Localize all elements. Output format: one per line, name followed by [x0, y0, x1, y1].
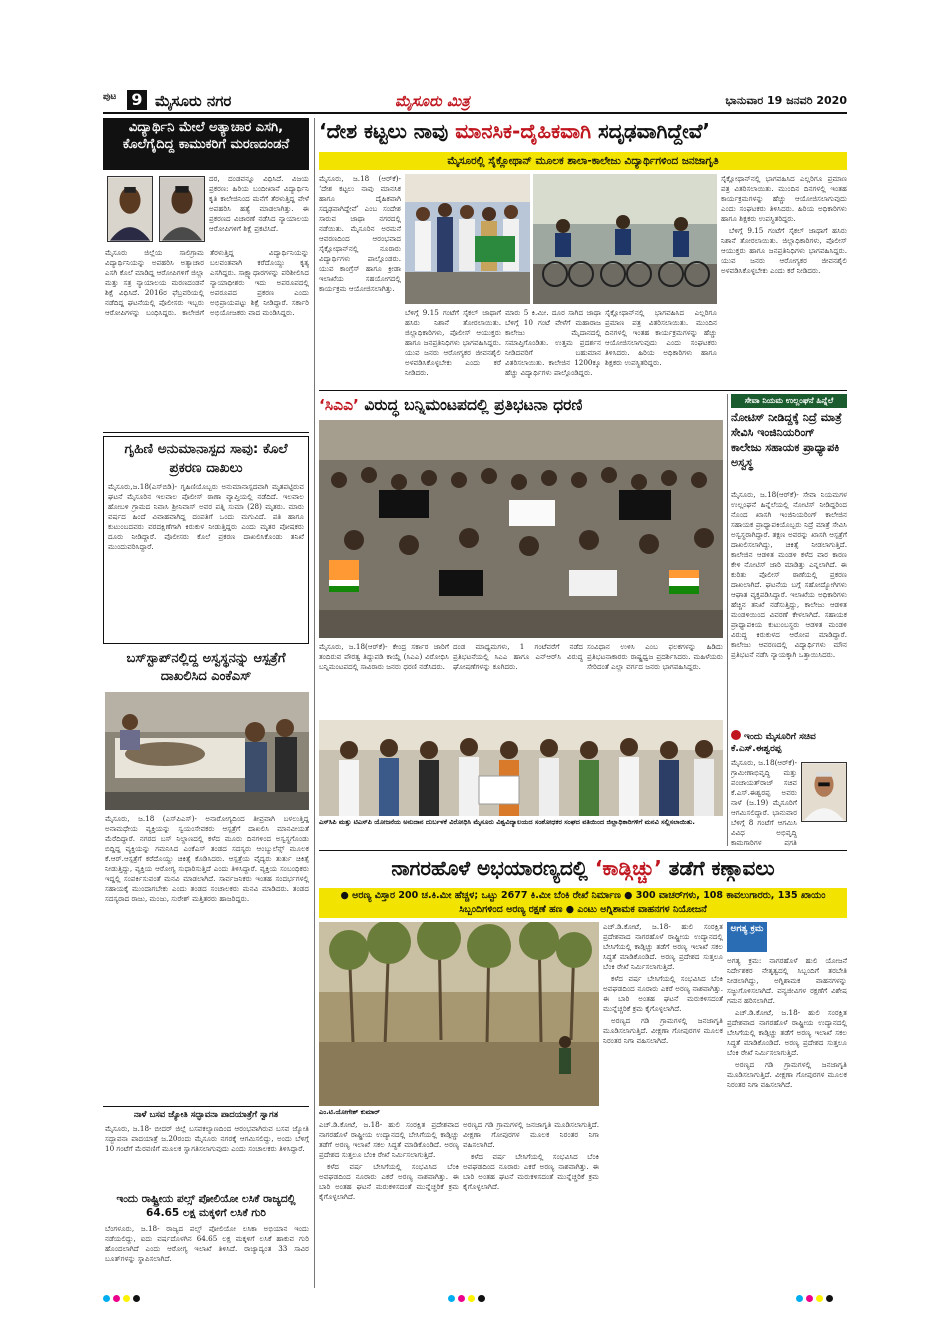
story-body: ಅಗತ್ಯ ಕ್ರಮ: ನಾಗರಹೊಳೆ ಹುಲಿ ಯೋಜನೆ ನಿರ್ದೇಶಕರ ನೇತೃತ್ವದಲ್ಲಿ ಸಿಬ್ಬಂದಿಗೆ ತರಬೇತಿ ನೀಡಲಾಗಿದ್ದು, ಅಗ್ನಿಶಾಮಕ ವಾಹನಗಳನ್ನು ಸಜ್ಜುಗೊಳಿಸಲಾಗಿದೆ. ವನ್ಯಜೀವಿಗಳ ರಕ್ಷಣೆಗೆ ವಿಶೇಷ ಗಮನ ಹರಿಸಲಾಗಿದೆ. ಎಚ್.ಡಿ.ಕೋಟೆ, ಜ.18- ಹುಲಿ ಸಂರಕ್ಷಿತ ಪ್ರದೇಶವಾದ ನಾಗರಹೊಳೆ ರಾಷ್ಟ್ರೀಯ ಉದ್ಯಾನದಲ್ಲಿ ಬೇಸಿಗೆಯಲ್ಲಿ ಕಾಡ್ಗಿಚ್ಚು ತಡೆಗೆ ಅರಣ್ಯ ಇಲಾಖೆ ಸಕಲ ಸಿದ್ಧತೆ ಮಾಡಿಕೊಂಡಿದೆ. ಅರಣ್ಯ ಪ್ರದೇಶದ ಸುತ್ತಲೂ ಬೆಂಕಿ ರೇಖೆ ನಿರ್ಮಿಸಲಾಗುತ್ತಿದೆ. ಅರಣ್ಯದ ಗಡಿ ಗ್ರಾಮಗಳಲ್ಲಿ ಜನಜಾಗೃತಿ ಮೂಡಿಸಲಾಗುತ್ತಿದೆ. ವೀಕ್ಷಣಾ ಗೋಪುರಗಳ ಮೂಲಕ ನಿರಂತರ ನಿಗಾ ವಹಿಸಲಾಗಿದೆ. [727, 956, 847, 1089]
forest-photo [319, 922, 599, 1106]
story-body: ಮೈಸೂರು ಜಿಲ್ಲೆಯ ಸಾಲಿಗ್ರಾಮ ವಿದ್ಯಾರ್ಥಿನಿಯನ್ನು ಅಪಹರಿಸಿ ಅತ್ಯಾಚಾರ ಎಸಗಿ ಕೊಲೆ ಮಾಡಿದ್ದ ಆರೋಪಿಗಳಿಗೆ ಜಿಲ್ಲಾ ಮತ್ತು ಸತ್ರ ನ್ಯಾಯಾಲಯ ಮರಣದಂಡನೆ ಶಿಕ್ಷೆ ವಿಧಿಸಿದೆ. 2016ರ ಫೆಬ್ರವರಿಯಲ್ಲಿ ನಡೆದಿದ್ದ ಘಟನೆಯಲ್ಲಿ ಪೊಲೀಸರು ಇಬ್ಬರು ಆರೋಪಿಗಳನ್ನು ಬಂಧಿಸಿದ್ದರು. ಕಾಲೇಜಿಗೆ ತೆರಳುತ್ತಿದ್ದ ವಿದ್ಯಾರ್ಥಿನಿಯನ್ನು ಬಲವಂತವಾಗಿ ಕರೆದೊಯ್ದು ಕೃತ್ಯ ಎಸಗಿದ್ದರು. ಸಾಕ್ಷ್ಯಾಧಾರಗಳನ್ನು ಪರಿಶೀಲಿಸಿದ ನ್ಯಾಯಾಧೀಶರು ಇದು ಅಪರೂಪದಲ್ಲಿ ಅಪರೂಪದ ಪ್ರಕರಣ ಎಂದು ಅಭಿಪ್ರಾಯಪಟ್ಟು ಶಿಕ್ಷೆ ನೀಡಿದ್ದಾರೆ. ಸರ್ಕಾರಿ ಅಭಿಯೋಜಕರು ವಾದ ಮಂಡಿಸಿದ್ದರು. [105, 248, 309, 317]
accused-photo-1 [107, 176, 153, 242]
flag-off-photo [405, 174, 530, 304]
accused-photo-2 [159, 176, 205, 242]
caa-protest-photo [319, 420, 723, 638]
group-photo-image [319, 720, 723, 816]
story-body: ದಂಡ ಮಾಧ್ಯಮಗಳು, 1 ಗಂಟೆವರೆಗೆ ನಡೆದ ಪ್ರತಿಭಟನೆಯಲ್ಲಿ ಸಿಎಎ ಹಾಗೂ ಎನ್‌ಆರ್‌ಸಿ ವಿರುದ್ಧ ಘೋಷಣೆಗಳನ್ನು ಕೂಗಿದರು. [453, 642, 583, 671]
story-body: ಮೈಸೂರು, ಜ.18 (ಎಸ್‌ಪಿಎಸ್)- ಅನಾರೋಗ್ಯದಿಂದ ತೀವ್ರವಾಗಿ ಬಳಲುತ್ತಿದ್ದ ಅನಾಮಧೇಯ ವ್ಯಕ್ತಿಯನ್ನು ಸ್ವಯಂಸೇವಕರು ಆಸ್ಪತ್ರೆಗೆ ದಾಖಲಿಸಿ ಮಾನವೀಯತೆ ಮೆರೆದಿದ್ದಾರೆ. ನಗರದ ಬಸ್ ನಿಲ್ದಾಣದಲ್ಲಿ ಕಳೆದ ಮೂರು ದಿನಗಳಿಂದ ಅಸ್ವಸ್ಥಗೊಂಡು ಬಿದ್ದಿದ್ದ ವ್ಯಕ್ತಿಯನ್ನು ಗಮನಿಸಿದ ಎಂಕೆಎಸ್ ತಂಡದ ಸದಸ್ಯರು ಆಂಬ್ಯುಲೆನ್ಸ್ ಮೂಲಕ ಕೆ.ಆರ್.ಆಸ್ಪತ್ರೆಗೆ ಕರೆದೊಯ್ದು ಚಿಕಿತ್ಸೆ ಕೊಡಿಸಿದರು. ಆಸ್ಪತ್ರೆಯ ವೈದ್ಯರು ತುರ್ತು ಚಿಕಿತ್ಸೆ ನೀಡುತ್ತಿದ್ದು, ವ್ಯಕ್ತಿಯ ಆರೋಗ್ಯ ಸುಧಾರಿಸುತ್ತಿದೆ ಎಂದು ತಿಳಿಸಿದ್ದಾರೆ. ವ್ಯಕ್ತಿಯ ಸಂಬಂಧಿಕರು ಇದ್ದಲ್ಲಿ ಸಂಪರ್ಕಿಸುವಂತೆ ಮನವಿ ಮಾಡಲಾಗಿದೆ. ಸಾರ್ವಜನಿಕರು ಇಂತಹ ಸಂದರ್ಭಗಳಲ್ಲಿ ಸಹಾಯಕ್ಕೆ ಮುಂದಾಗಬೇಕು ಎಂದು ತಂಡದ ಸಂಚಾಲಕರು ಮನವಿ ಮಾಡಿದರು. ತಂಡದ ಸದಸ್ಯರಾದ ರಾಜು, ಮಂಜು, ಸುರೇಶ್ ಮತ್ತಿತರರು ಹಾಜರಿದ್ದರು. [105, 814, 309, 903]
hospital-photo [105, 692, 309, 810]
newspaper-page [103, 90, 847, 1290]
seva-kicker: ಸೇವಾ ನಿಯಮ ಉಲ್ಲಂಘನೆ ಹಿನ್ನೆಲೆ [731, 394, 847, 408]
officials-photo-image [405, 174, 530, 304]
page-label: ಪುಟ [103, 92, 117, 102]
story-body: ಸೈಕ್ಲೋಥಾನ್‌ನಲ್ಲಿ ಭಾಗವಹಿಸಿದ ಎಲ್ಲರಿಗೂ ಪ್ರಮಾಣ ಪತ್ರ ವಿತರಿಸಲಾಯಿತು. ಮುಂದಿನ ದಿನಗಳಲ್ಲಿ ಇಂತಹ ಕಾರ್ಯಕ್ರಮಗಳನ್ನು ಹೆಚ್ಚು ಆಯೋಜಿಸಲಾಗುವುದು ಎಂದು ಸಂಘಟಕರು ತಿಳಿಸಿದರು. ಹಿರಿಯ ಅಧಿಕಾರಿಗಳು ಹಾಗೂ ಶಿಕ್ಷಕರು ಉಪಸ್ಥಿತರಿದ್ದರು. ಬೆಳಿಗ್ಗೆ 9.15 ಗಂಟೆಗೆ ಸೈಕಲ್ ಜಾಥಾಗೆ ಹಸಿರು ನಿಶಾನೆ ತೋರಲಾಯಿತು. ಜಿಲ್ಲಾಧಿಕಾರಿಗಳು, ಪೊಲೀಸ್ ಆಯುಕ್ತರು ಹಾಗೂ ಜನಪ್ರತಿನಿಧಿಗಳು ಭಾಗವಹಿಸಿದ್ದರು. ಯುವ ಜನರು ಆರೋಗ್ಯಕರ ಜೀವನಶೈಲಿ ಅಳವಡಿಸಿಕೊಳ್ಳಬೇಕು ಎಂದು ಕರೆ ನೀಡಿದರು. [721, 174, 847, 275]
memorandum-photo [319, 720, 723, 816]
story-body: ಎಚ್.ಡಿ.ಕೋಟೆ, ಜ.18- ಹುಲಿ ಸಂರಕ್ಷಿತ ಪ್ರದೇಶವಾದ ನಾಗರಹೊಳೆ ರಾಷ್ಟ್ರೀಯ ಉದ್ಯಾನದಲ್ಲಿ ಬೇಸಿಗೆಯಲ್ಲಿ ಕಾಡ್ಗಿಚ್ಚು ತಡೆಗೆ ಅರಣ್ಯ ಇಲಾಖೆ ಸಕಲ ಸಿದ್ಧತೆ ಮಾಡಿಕೊಂಡಿದೆ. ಅರಣ್ಯ ಪ್ರದೇಶದ ಸುತ್ತಲೂ ಬೆಂಕಿ ರೇಖೆ ನಿರ್ಮಿಸಲಾಗುತ್ತಿದೆ. ಕಳೆದ ವರ್ಷ ಬೇಸಿಗೆಯಲ್ಲಿ ಸಂಭವಿಸಿದ ಬೆಂಕಿ ಅವಘಡದಿಂದ ನೂರಾರು ಎಕರೆ ಅರಣ್ಯ ನಾಶವಾಗಿತ್ತು. ಈ ಬಾರಿ ಅಂತಹ ಘಟನೆ ಮರುಕಳಿಸದಂತೆ ಮುನ್ನೆಚ್ಚರಿಕೆ ಕ್ರಮ ಕೈಗೊಳ್ಳಲಾಗಿದೆ. [319, 1120, 459, 1201]
portrait-icon [802, 763, 846, 821]
minister-photo [801, 762, 847, 822]
page-number: 9 [127, 90, 147, 110]
person-icon [160, 177, 204, 241]
main-subhead: ಮೈಸೂರಲ್ಲಿ ಸೈಕ್ಲೋಥಾನ್ ಮೂಲಕ ಶಾಲಾ-ಕಾಲೇಜು ವಿದ್ಯಾರ್ಥಿಗಳಿಂದ ಜನಜಾಗೃತಿ [319, 152, 847, 170]
story-body: ಬೆಂಗಳೂರು, ಜ.18- ರಾಜ್ಯದ ಪಲ್ಸ್ ಪೋಲಿಯೋ ಲಸಿಕಾ ಅಭಿಯಾನ ಇಂದು ನಡೆಯಲಿದ್ದು, ಐದು ವರ್ಷದೊಳಗಿನ 64.65 ಲಕ್ಷ ಮಕ್ಕಳಿಗೆ ಲಸಿಕೆ ಹಾಕುವ ಗುರಿ ಹೊಂದಲಾಗಿದೆ ಎಂದು ಆರೋಗ್ಯ ಇಲಾಖೆ ತಿಳಿಸಿದೆ. ರಾಜ್ಯಾದ್ಯಂತ 33 ಸಾವಿರ ಬೂತ್‌ಗಳನ್ನು ಸ್ಥಾಪಿಸಲಾಗಿದೆ. [105, 1224, 309, 1263]
story-headline: ವಿದ್ಯಾರ್ಥಿನಿ ಮೇಲೆ ಅತ್ಯಾಚಾರ ಎಸಗಿ, ಕೊಲೆಗೈದಿದ್ದ ಕಾಮುಕರಿಗೆ ಮರಣದಂಡನೆ [103, 118, 309, 170]
story-headline: ನಾಳೆ ಬಸವ ಜ್ಯೋತಿ ಸದ್ಭಾವನಾ ಪಾದಯಾತ್ರೆಗೆ ಸ್ವಾಗತ [133, 1110, 279, 1120]
story-body: ಬೆಳಿಗ್ಗೆ 9.15 ಗಂಟೆಗೆ ಸೈಕಲ್ ಜಾಥಾಗೆ ಹಸಿರು ನಿಶಾನೆ ತೋರಲಾಯಿತು. ಜಿಲ್ಲಾಧಿಕಾರಿಗಳು, ಪೊಲೀಸ್ ಆಯುಕ್ತರು ಹಾಗೂ ಜನಪ್ರತಿನಿಧಿಗಳು ಭಾಗವಹಿಸಿದ್ದರು. ಯುವ ಜನರು ಆರೋಗ್ಯಕರ ಜೀವನಶೈಲಿ ಅಳವಡಿಸಿಕೊಳ್ಳಬೇಕು ಎಂದು ಕರೆ ನೀಡಿದರು. [405, 308, 501, 377]
ambulance-scene-image [105, 692, 309, 810]
protest-crowd-image [319, 420, 723, 638]
story-body: ಮೈಸೂರು, ಜ.18 (ಆರ್‌ಕೆ)- ‘ದೇಶ ಕಟ್ಟಲು ನಾವು ಮಾನಸಿಕ ಹಾಗೂ ದೈಹಿಕವಾಗಿ ಸದೃಢವಾಗಿದ್ದೇವೆ’ ಎಂಬ ಸಂದೇಶ ಸಾರುವ ಜಾಥಾ ನಗರದಲ್ಲಿ ನಡೆಯಿತು. ಮೈಸೂರಿನ ಅರಮನೆ ಆವರಣದಿಂದ ಆರಂಭವಾದ ಸೈಕ್ಲೋಥಾನ್‌ನಲ್ಲಿ ನೂರಾರು ವಿದ್ಯಾರ್ಥಿಗಳು ಪಾಲ್ಗೊಂಡರು. ಯುವ ಕಾಂಗ್ರೆಸ್ ಹಾಗೂ ಕ್ರೀಡಾ ಇಲಾಖೆಯ ಸಹಯೋಗದಲ್ಲಿ ಕಾರ್ಯಕ್ರಮ ಆಯೋಜಿಸಲಾಗಿತ್ತು. [319, 174, 401, 293]
story-body: ಸೈಕ್ಲೋಥಾನ್‌ನಲ್ಲಿ ಭಾಗವಹಿಸಿದ ಎಲ್ಲರಿಗೂ ಪ್ರಮಾಣ ಪತ್ರ ವಿತರಿಸಲಾಯಿತು. ಮುಂದಿನ ದಿನಗಳಲ್ಲಿ ಇಂತಹ ಕಾರ್ಯಕ್ರಮಗಳನ್ನು ಹೆಚ್ಚು ಆಯೋಜಿಸಲಾಗುವುದು ಎಂದು ಸಂಘಟಕರು ತಿಳಿಸಿದರು. ಹಿರಿಯ ಅಧಿಕಾರಿಗಳು ಹಾಗೂ ಶಿಕ್ಷಕರು ಉಪಸ್ಥಿತರಿದ್ದರು. [605, 308, 717, 367]
forest-fireline-image [319, 922, 599, 1106]
story-headline: ಇಂದು ರಾಷ್ಟ್ರೀಯ ಪಲ್ಸ್ ಪೋಲಿಯೋ ಲಸಿಕೆ ರಾಜ್ಯದಲ್ಲಿ 64.65 ಲಕ್ಷ ಮಕ್ಕಳಿಗೆ ಲಸಿಕೆ ಗುರಿ [116, 1193, 296, 1219]
registration-marks-right [796, 1295, 833, 1302]
story-headline: ಬಸ್‌ಸ್ಟಾಪ್‌ನಲ್ಲಿದ್ದ ಅಸ್ವಸ್ಥನನ್ನು ಆಸ್ಪತ್ರೆಗೆ ದಾಖಲಿಸಿದ ಎಂಕೆಎಸ್ [126, 651, 286, 684]
photo-credit: ಎಂ.ಟಿ.ಯೋಗೇಶ್ ಕುಮಾರ್ [319, 1108, 380, 1116]
section-name: ಮೈಸೂರು ನಗರ [155, 92, 232, 110]
bullet-icon [731, 730, 741, 740]
caa-headline: ‘ಸಿಎಎ’ ವಿರುದ್ಧ ಬನ್ನಿಮಂಟಪದಲ್ಲಿ ಪ್ರತಿಭಟನಾ ಧರಣಿ [319, 396, 583, 414]
person-icon [108, 177, 152, 241]
registration-marks-center [448, 1295, 485, 1302]
story-body: ಮೈಸೂರು, ಜ.18(ಆರ್‌ಕೆ)- ಕೇಂದ್ರ ಸರ್ಕಾರ ಜಾರಿಗೆ ತಂದಿರುವ ಪೌರತ್ವ ತಿದ್ದುಪಡಿ ಕಾಯ್ದೆ (ಸಿಎಎ) ವಿರೋಧಿಸಿ ಬನ್ನಿಮಂಟಪದಲ್ಲಿ ಸಾವಿರಾರು ಜನರು ಧರಣಿ ನಡೆಸಿದರು. [319, 642, 449, 671]
paper-logo: ಮೈಸೂರು ಮಿತ್ರ [395, 92, 470, 110]
story-headline: ಗೃಹಿಣಿ ಅನುಮಾನಾಸ್ಪದ ಸಾವು: ಕೊಲೆ ಪ್ರಕರಣ ದಾಖಲು [124, 441, 288, 476]
eshwarappa-headline: ಇಂದು ಮೈಸೂರಿಗೆ ಸಚಿವ ಕೆ.ಎಸ್.ಈಶ್ವರಪ್ಪ [731, 732, 816, 754]
main-headline: ‘ದೇಶ ಕಟ್ಟಲು ನಾವು ಮಾನಸಿಕ-ದೈಹಿಕವಾಗಿ ಸದೃಢವಾಗಿದ್ದೇವೆ’ [319, 119, 710, 143]
dateline: ಭಾನುವಾರ 19 ಜನವರಿ 2020 [725, 94, 847, 107]
story-body: ದರ, ದಂಡವನ್ನೂ ವಿಧಿಸಿದೆ. ವಿಜಯ ಪ್ರಕರಣ: ಹಿರಿಯ ಬಂದೀಖಾನೆ ವಿದ್ಯಾರ್ಥಿನಿ ಕೃತಿ ಕಾಲೇಜಿನಿಂದ ಮನೆಗೆ ತೆರಳುತ್ತಿದ್ದ ವೇಳೆ ಅಪಹರಿಸಿ ಹತ್ಯೆ ಮಾಡಲಾಗಿತ್ತು. ಈ ಪ್ರಕರಣದ ವಿಚಾರಣೆ ನಡೆಸಿದ ನ್ಯಾಯಾಲಯ ಆರೋಪಿಗಳಿಗೆ ಶಿಕ್ಷೆ ಪ್ರಕಟಿಸಿದೆ. [209, 174, 309, 233]
side-label: ಅಗತ್ಯ ಕ್ರಮ [727, 922, 767, 952]
story-body: ಮೈಸೂರು, ಜ.18(ಆರ್‌ಕೆ)- ಸೇವಾ ನಿಯಮಗಳ ಉಲ್ಲಂಘನೆ ಹಿನ್ನೆಲೆಯಲ್ಲಿ ನೋಟಿಸ್ ನೀಡಿದ್ದರಿಂದ ನೊಂದ ಖಾಸಗಿ ಇಂಜಿನಿಯರಿಂಗ್ ಕಾಲೇಜಿನ ಸಹಾಯಕ ಪ್ರಾಧ್ಯಾಪಕಿಯೊಬ್ಬರು ನಿದ್ರೆ ಮಾತ್ರೆ ಸೇವಿಸಿ ಅಸ್ವಸ್ಥರಾಗಿದ್ದಾರೆ. ತಕ್ಷಣ ಅವರನ್ನು ಖಾಸಗಿ ಆಸ್ಪತ್ರೆಗೆ ದಾಖಲಿಸಲಾಗಿದ್ದು, ಚಿಕಿತ್ಸೆ ನೀಡಲಾಗುತ್ತಿದೆ. ಕಾಲೇಜಿನ ಆಡಳಿತ ಮಂಡಳಿ ಕಳೆದ ವಾರ ಕಾರಣ ಕೇಳಿ ನೋಟಿಸ್ ಜಾರಿ ಮಾಡಿತ್ತು ಎನ್ನಲಾಗಿದೆ. ಈ ಕುರಿತು ಪೊಲೀಸ್ ಠಾಣೆಯಲ್ಲಿ ಪ್ರಕರಣ ದಾಖಲಾಗಿದೆ. ಘಟನೆಯ ಬಗ್ಗೆ ಸಹೋದ್ಯೋಗಿಗಳು ಆಘಾತ ವ್ಯಕ್ತಪಡಿಸಿದ್ದಾರೆ. ಇಲಾಖೆಯ ಅಧಿಕಾರಿಗಳು ಹೆಚ್ಚಿನ ತನಿಖೆ ನಡೆಸುತ್ತಿದ್ದು, ಕಾಲೇಜು ಆಡಳಿತ ಮಂಡಳಿಯಿಂದ ವಿವರಣೆ ಕೇಳಲಾಗಿದೆ. ಸಹಾಯಕ ಪ್ರಾಧ್ಯಾಪಕಿಯ ಕುಟುಂಬಸ್ಥರು ಆಡಳಿತ ಮಂಡಳಿ ವಿರುದ್ಧ ಕಿರುಕುಳದ ಆರೋಪ ಮಾಡಿದ್ದಾರೆ. ಕಾಲೇಜು ಆವರಣದಲ್ಲಿ ವಿದ್ಯಾರ್ಥಿಗಳು ಮೌನ ಪ್ರತಿಭಟನೆ ನಡೆಸಿ ನ್ಯಾಯಕ್ಕಾಗಿ ಒತ್ತಾಯಿಸಿದರು. [731, 490, 847, 659]
story-body: ಮೈಸೂರು, ಜ.18(ಆರ್‌ಕೆ)- ಗ್ರಾಮೀಣಾಭಿವೃದ್ಧಿ ಮತ್ತು ಪಂಚಾಯತ್‌ರಾಜ್ ಸಚಿವ ಕೆ.ಎಸ್.ಈಶ್ವರಪ್ಪ ಅವರು ನಾಳೆ (ಜ.19) ಮೈಸೂರಿಗೆ ಆಗಮಿಸಲಿದ್ದಾರೆ. ಭಾನುವಾರ ಬೆಳಿಗ್ಗೆ 8 ಗಂಟೆಗೆ ಆಗಮಿಸಿ ವಿವಿಧ ಅಭಿವೃದ್ಧಿ ಕಾಮಗಾರಿಗಳ ಪ್ರಗತಿ [731, 758, 797, 846]
story-body: ಎಚ್.ಡಿ.ಕೋಟೆ, ಜ.18- ಹುಲಿ ಸಂರಕ್ಷಿತ ಪ್ರದೇಶವಾದ ನಾಗರಹೊಳೆ ರಾಷ್ಟ್ರೀಯ ಉದ್ಯಾನದಲ್ಲಿ ಬೇಸಿಗೆಯಲ್ಲಿ ಕಾಡ್ಗಿಚ್ಚು ತಡೆಗೆ ಅರಣ್ಯ ಇಲಾಖೆ ಸಕಲ ಸಿದ್ಧತೆ ಮಾಡಿಕೊಂಡಿದೆ. ಅರಣ್ಯ ಪ್ರದೇಶದ ಸುತ್ತಲೂ ಬೆಂಕಿ ರೇಖೆ ನಿರ್ಮಿಸಲಾಗುತ್ತಿದೆ. ಕಳೆದ ವರ್ಷ ಬೇಸಿಗೆಯಲ್ಲಿ ಸಂಭವಿಸಿದ ಬೆಂಕಿ ಅವಘಡದಿಂದ ನೂರಾರು ಎಕರೆ ಅರಣ್ಯ ನಾಶವಾಗಿತ್ತು. ಈ ಬಾರಿ ಅಂತಹ ಘಟನೆ ಮರುಕಳಿಸದಂತೆ ಮುನ್ನೆಚ್ಚರಿಕೆ ಕ್ರಮ ಕೈಗೊಳ್ಳಲಾಗಿದೆ. ಅರಣ್ಯದ ಗಡಿ ಗ್ರಾಮಗಳಲ್ಲಿ ಜನಜಾಗೃತಿ ಮೂಡಿಸಲಾಗುತ್ತಿದೆ. ವೀಕ್ಷಣಾ ಗೋಪುರಗಳ ಮೂಲಕ ನಿರಂತರ ನಿಗಾ ವಹಿಸಲಾಗಿದೆ. [603, 922, 723, 1045]
masthead [103, 90, 847, 114]
cyclists-photo-image [533, 174, 717, 304]
nagarahole-bullets: ● ಅರಣ್ಯ ವಿಸ್ತಾರ 200 ಚ.ಕಿ.ಮೀ ಹೆಚ್ಚಳ; ಒಟ್ಟು 2677 ಕಿ.ಮೀ ಬೆಂಕಿ ರೇಖೆ ನಿರ್ಮಾಣ ● 300 ವಾಚರ್‌ಗಳು, 108 ಕಾವಲುಗಾರರು, 135 ಖಾಯಂ ಸಿಬ್ಬಂದಿಗಳಿಂದ ಅರಣ್ಯ ರಕ್ಷಣೆ ಹಣ ● ಎಂಟು ಅಗ್ನಿಶಾಮಕ ವಾಹನಗಳ ನಿಯೋಜನೆ [319, 888, 847, 918]
registration-marks-left [103, 1295, 140, 1302]
story-body: ಮೈಸೂರು, ಜ.18- ಬೀದರ್ ಜಿಲ್ಲೆ ಬಸವಕಲ್ಯಾಣದಿಂದ ಆರಂಭವಾಗಿರುವ ಬಸವ ಜ್ಯೋತಿ ಸದ್ಭಾವನಾ ಪಾದಯಾತ್ರೆ ಜ.20ರಂದು ಮೈಸೂರು ನಗರಕ್ಕೆ ಆಗಮಿಸಲಿದ್ದು, ಅಂದು ಬೆಳಿಗ್ಗೆ 10 ಗಂಟೆಗೆ ಮೆರವಣಿಗೆ ಮೂಲಕ ಸ್ವಾಗತಿಸಲಾಗುವುದು ಎಂದು ಸಂಚಾಲಕರು ತಿಳಿಸಿದ್ದಾರೆ. [105, 1124, 309, 1153]
story-body: ಮಾರು 5 ಕಿ.ಮೀ. ದೂರ ಸಾಗಿದ ಜಾಥಾ ಬೆಳಿಗ್ಗೆ 10 ಗಂಟೆ ವೇಳೆಗೆ ಮಹಾರಾಜ ಕಾಲೇಜು ಮೈದಾನದಲ್ಲಿ ಸಮಾಪ್ತಿಗೊಂಡಿತು. ಉತ್ತಮ ಪ್ರದರ್ಶನ ನೀಡಿದವರಿಗೆ ಬಹುಮಾನ ವಿತರಿಸಲಾಯಿತು. ಕಾಲೇಜಿನ 1200ಕ್ಕೂ ಹೆಚ್ಚು ವಿದ್ಯಾರ್ಥಿಗಳು ಪಾಲ್ಗೊಂಡಿದ್ದರು. [505, 308, 601, 377]
story-body: ಮೈಸೂರು,ಜ.18(ಎಸ್‌ಬಿಡಿ)- ಗೃಹಿಣಿಯೊಬ್ಬರು ಅನುಮಾನಾಸ್ಪದವಾಗಿ ಮೃತಪಟ್ಟಿರುವ ಘಟನೆ ಮೈಸೂರಿನ ಇಲವಾಲ ಪೊಲೀಸ್ ಠಾಣಾ ವ್ಯಾಪ್ತಿಯಲ್ಲಿ ನಡೆದಿದೆ. ಇಲವಾಲ ಹೋಬಳಿ ಗ್ರಾಮದ ನಿವಾಸಿ ಶ್ರೀನಿವಾಸ್ ಅವರ ಪತ್ನಿ ಸುಮಾ (28) ಮೃತರು. ಮಾರು ವರ್ಷದ ಹಿಂದೆ ವಿವಾಹವಾಗಿದ್ದ ದಂಪತಿಗೆ ಒಂದು ಮಗುವಿದೆ. ಪತಿ ಹಾಗೂ ಕುಟುಂಬದವರು ವರದಕ್ಷಿಣೆಗಾಗಿ ಕಿರುಕುಳ ನೀಡುತ್ತಿದ್ದರು ಎಂದು ಮೃತರ ಪೋಷಕರು ದೂರು ನೀಡಿದ್ದಾರೆ. ಪೊಲೀಸರು ಕೊಲೆ ಪ್ರಕರಣ ದಾಖಲಿಸಿಕೊಂಡು ತನಿಖೆ ಮುಂದುವರಿಸಿದ್ದಾರೆ. [108, 482, 304, 551]
cyclothon-photo [533, 174, 717, 304]
seva-headline: ನೋಟಿಸ್ ನೀಡಿದ್ದಕ್ಕೆ ನಿದ್ರೆ ಮಾತ್ರೆ ಸೇವಿಸಿ ಇಂಜಿನಿಯರಿಂಗ್ ಕಾಲೇಜು ಸಹಾಯಕ ಪ್ರಾಧ್ಯಾಪಕಿ ಅಸ್ವಸ್ಥ [731, 411, 842, 469]
story-body: ಸಂವಿಧಾನ ಉಳಿಸಿ ಎಂಬ ಫಲಕಗಳನ್ನು ಹಿಡಿದು ಪ್ರತಿಭಟನಾಕಾರರು ರಾಷ್ಟ್ರಧ್ವಜ ಪ್ರದರ್ಶಿಸಿದರು. ಮಹಿಳೆಯರು ಸೇರಿದಂತೆ ಎಲ್ಲಾ ವರ್ಗದ ಜನರು ಭಾಗವಹಿಸಿದ್ದರು. [587, 642, 723, 671]
photo-caption: ಎಸ್‌ಸಿಪಿ ಮತ್ತು ಟಿಎಸ್‌ಪಿ ಯೋಜನೆಯ ಅನುದಾನ ದುರ್ಬಳಕೆ ವಿರೋಧಿಸಿ ಮೈಸೂರು ವಿಶ್ವವಿದ್ಯಾಲಯದ ಸಂಶೋಧಕರ ಸಂಘದ ವತಿಯಿಂದ ಜಿಲ್ಲಾಧಿಕಾರಿಗಳಿಗೆ ಮನವಿ ಸಲ್ಲಿಸಲಾಯಿತು. [319, 818, 695, 826]
nagarahole-headline: ನಾಗರಹೊಳೆ ಅಭಯಾರಣ್ಯದಲ್ಲಿ ‘ಕಾಡ್ಗಿಚ್ಚು’ ತಡೆಗೆ ಕಣ್ಗಾವಲು [391, 856, 775, 880]
story-body: ಅರಣ್ಯದ ಗಡಿ ಗ್ರಾಮಗಳಲ್ಲಿ ಜನಜಾಗೃತಿ ಮೂಡಿಸಲಾಗುತ್ತಿದೆ. ವೀಕ್ಷಣಾ ಗೋಪುರಗಳ ಮೂಲಕ ನಿರಂತರ ನಿಗಾ ವಹಿಸಲಾಗಿದೆ. ಕಳೆದ ವರ್ಷ ಬೇಸಿಗೆಯಲ್ಲಿ ಸಂಭವಿಸಿದ ಬೆಂಕಿ ಅವಘಡದಿಂದ ನೂರಾರು ಎಕರೆ ಅರಣ್ಯ ನಾಶವಾಗಿತ್ತು. ಈ ಬಾರಿ ಅಂತಹ ಘಟನೆ ಮರುಕಳಿಸದಂತೆ ಮುನ್ನೆಚ್ಚರಿಕೆ ಕ್ರಮ ಕೈಗೊಳ್ಳಲಾಗಿದೆ. [463, 1120, 599, 1191]
